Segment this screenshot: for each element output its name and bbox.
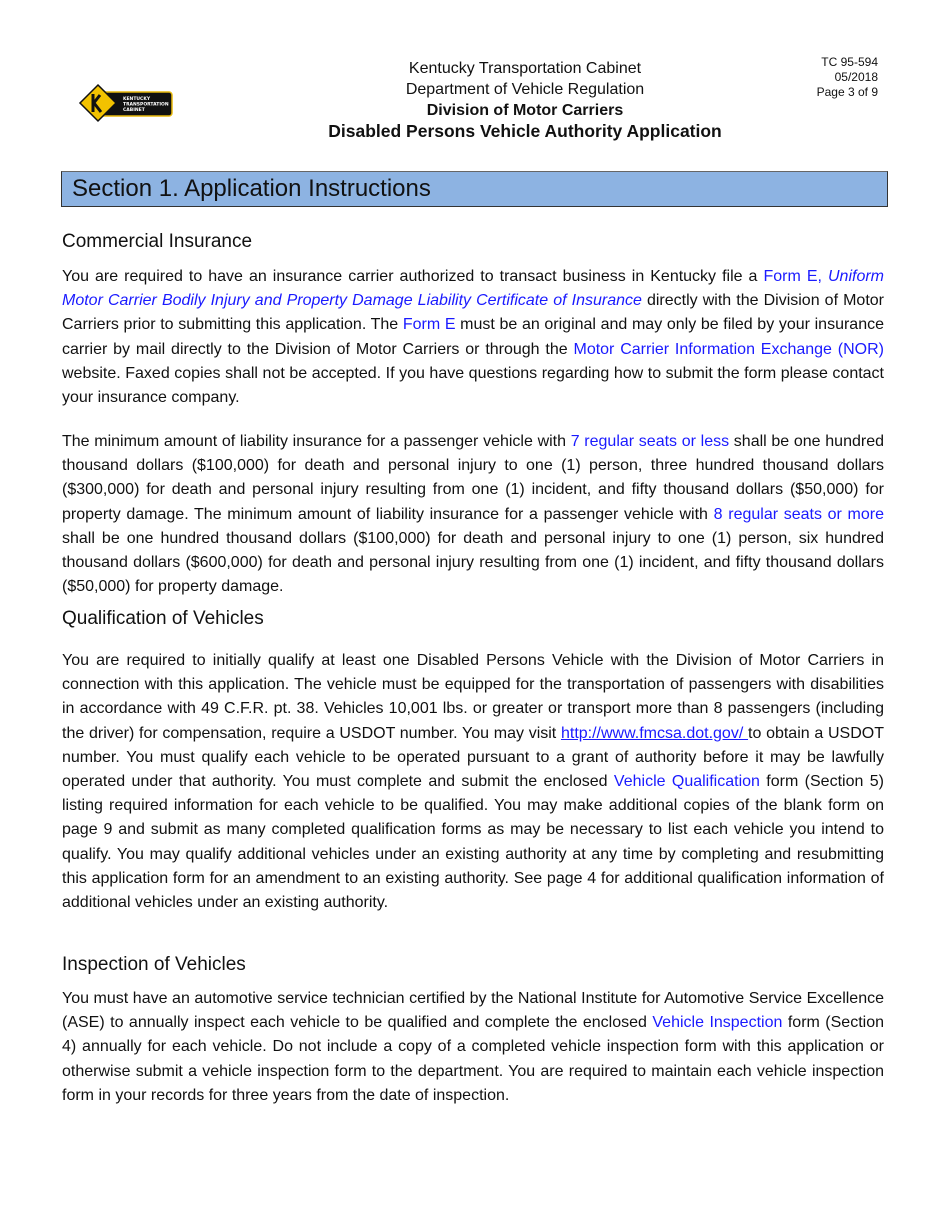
text: to obtain a USDOT number. You must qualify each vehicle to be operated pursuant to a grant of authority before it may be lawfully operated under that authority. You must complete and submit the enclosed — [62, 724, 885, 791]
form-e-link[interactable]: Form E, — [763, 268, 828, 285]
text: The minimum amount of liability insurance for a passenger vehicle with — [62, 433, 571, 450]
form-info — [817, 55, 878, 100]
division-name: Division of Motor Carriers — [426, 102, 624, 119]
eight-seats-link[interactable]: 8 regular seats or more — [713, 505, 885, 523]
agency-name: Kentucky Transportation Cabinet — [408, 60, 642, 77]
seven-seats-link[interactable]: 7 regular seats or less — [570, 433, 730, 450]
department-name: Department of Vehicle Regulation — [405, 81, 645, 98]
section-header — [61, 171, 888, 207]
vehicle-qualification-link[interactable]: Vehicle Qualification — [613, 773, 760, 791]
fmcsa-link[interactable]: http://www.fmcsa.dot.gov/ — [560, 724, 748, 742]
form-e-full-title-link[interactable]: Uniform Motor Carrier Bodily Injury and Property Damage Liability Certificate of Insurance — [62, 268, 884, 310]
vehicle-inspection-link[interactable]: Vehicle Inspection — [652, 1014, 783, 1032]
text: You are required to initially qualify at least one Disabled Persons Vehicle with the Division of Motor Carriers in connection with this application. The vehicle must be equipped for the transportation of passengers with disabilities in accordance with 49 C.F.R. pt. 38. Vehicles 10,001 lbs. or greater or transport more than 8 passengers (including the driver) for compensation, require a USDOT number. You may visit — [62, 652, 884, 742]
text: You must have an automotive service technician certified by the National Institute for Automotive Service Excellence (ASE) to annually inspect each vehicle to be qualified and complete the enclosed — [62, 990, 884, 1032]
text: shall be one hundred thousand dollars ($100,000) for death and personal injury to one (1) person, six hundred thousand dollars ($600,000) for death and personal injury resulting from one (1) incident, and fifty thousand dollars ($50,000) for property damage. — [62, 529, 884, 596]
form-number: TC 95-594 — [821, 55, 878, 69]
page-number: Page 3 of 9 — [816, 85, 878, 99]
inspection-paragraph — [62, 987, 884, 1108]
document-header — [250, 58, 800, 142]
kentucky-transportation-cabinet-logo — [78, 83, 174, 123]
text: website. Faxed copies shall not be accepted. If you have questions regarding how to submit the form please contact your insurance company. — [62, 364, 884, 407]
text: must be an original and may only be filed by your insurance carrier by mail directly to the Division of Motor Carriers or through the — [62, 316, 885, 358]
document-title: Disabled Persons Vehicle Authority Application — [328, 121, 722, 141]
svg-text:TRANSPORTATION: TRANSPORTATION — [123, 102, 169, 108]
heading-inspection-of-vehicles: Inspection of Vehicles — [62, 954, 246, 975]
commercial-insurance-paragraph-2 — [62, 430, 884, 599]
qualification-paragraph — [62, 649, 884, 915]
text: You are required to have an insurance carrier authorized to transact business in Kentucky file a — [62, 268, 764, 285]
heading-qualification-of-vehicles: Qualification of Vehicles — [62, 608, 264, 629]
text: shall be one hundred thousand dollars ($100,000) for death and personal injury to one (1) person, three hundred thousand dollars ($300,000) for death and personal injury resulting from one (1) incident, and fifty thousand dollars ($50,000) for property damage. The minimum amount of liability insurance for a passenger vehicle with — [62, 433, 884, 523]
motor-carrier-information-exchange-link[interactable]: Motor Carrier Information Exchange (NOR) — [573, 340, 884, 358]
section-title: Section 1. Application Instructions — [72, 175, 431, 202]
svg-text:CABINET: CABINET — [123, 108, 145, 113]
form-date: 05/2018 — [834, 70, 878, 84]
commercial-insurance-paragraph-1 — [62, 265, 884, 410]
form-e-link-2[interactable]: Form E — [402, 316, 456, 334]
text: form (Section 5) listing required information for each vehicle to be qualified. You may make additional copies of the blank form on page 9 and submit as many completed qualification forms as may be necessary to list each vehicle you intend to qualify. You may qualify additional vehicles under an existing authority at any time by completing and resubmitting this application form for an amendment to an existing authority. See page 4 for additional qualification information of additional vehicles under an existing authority. — [62, 773, 884, 912]
heading-commercial-insurance: Commercial Insurance — [62, 231, 253, 252]
text: form (Section 4) annually for each vehicle. Do not include a copy of a completed vehicle inspection form with this application or otherwise submit a vehicle inspection form to the department. You are required to maintain each vehicle inspection form in your records for three years from the date of inspection. — [62, 1014, 884, 1104]
svg-text:KENTUCKY: KENTUCKY — [123, 97, 151, 102]
text: directly with the Division of Motor Carriers prior to submitting this application. The — [62, 292, 885, 334]
